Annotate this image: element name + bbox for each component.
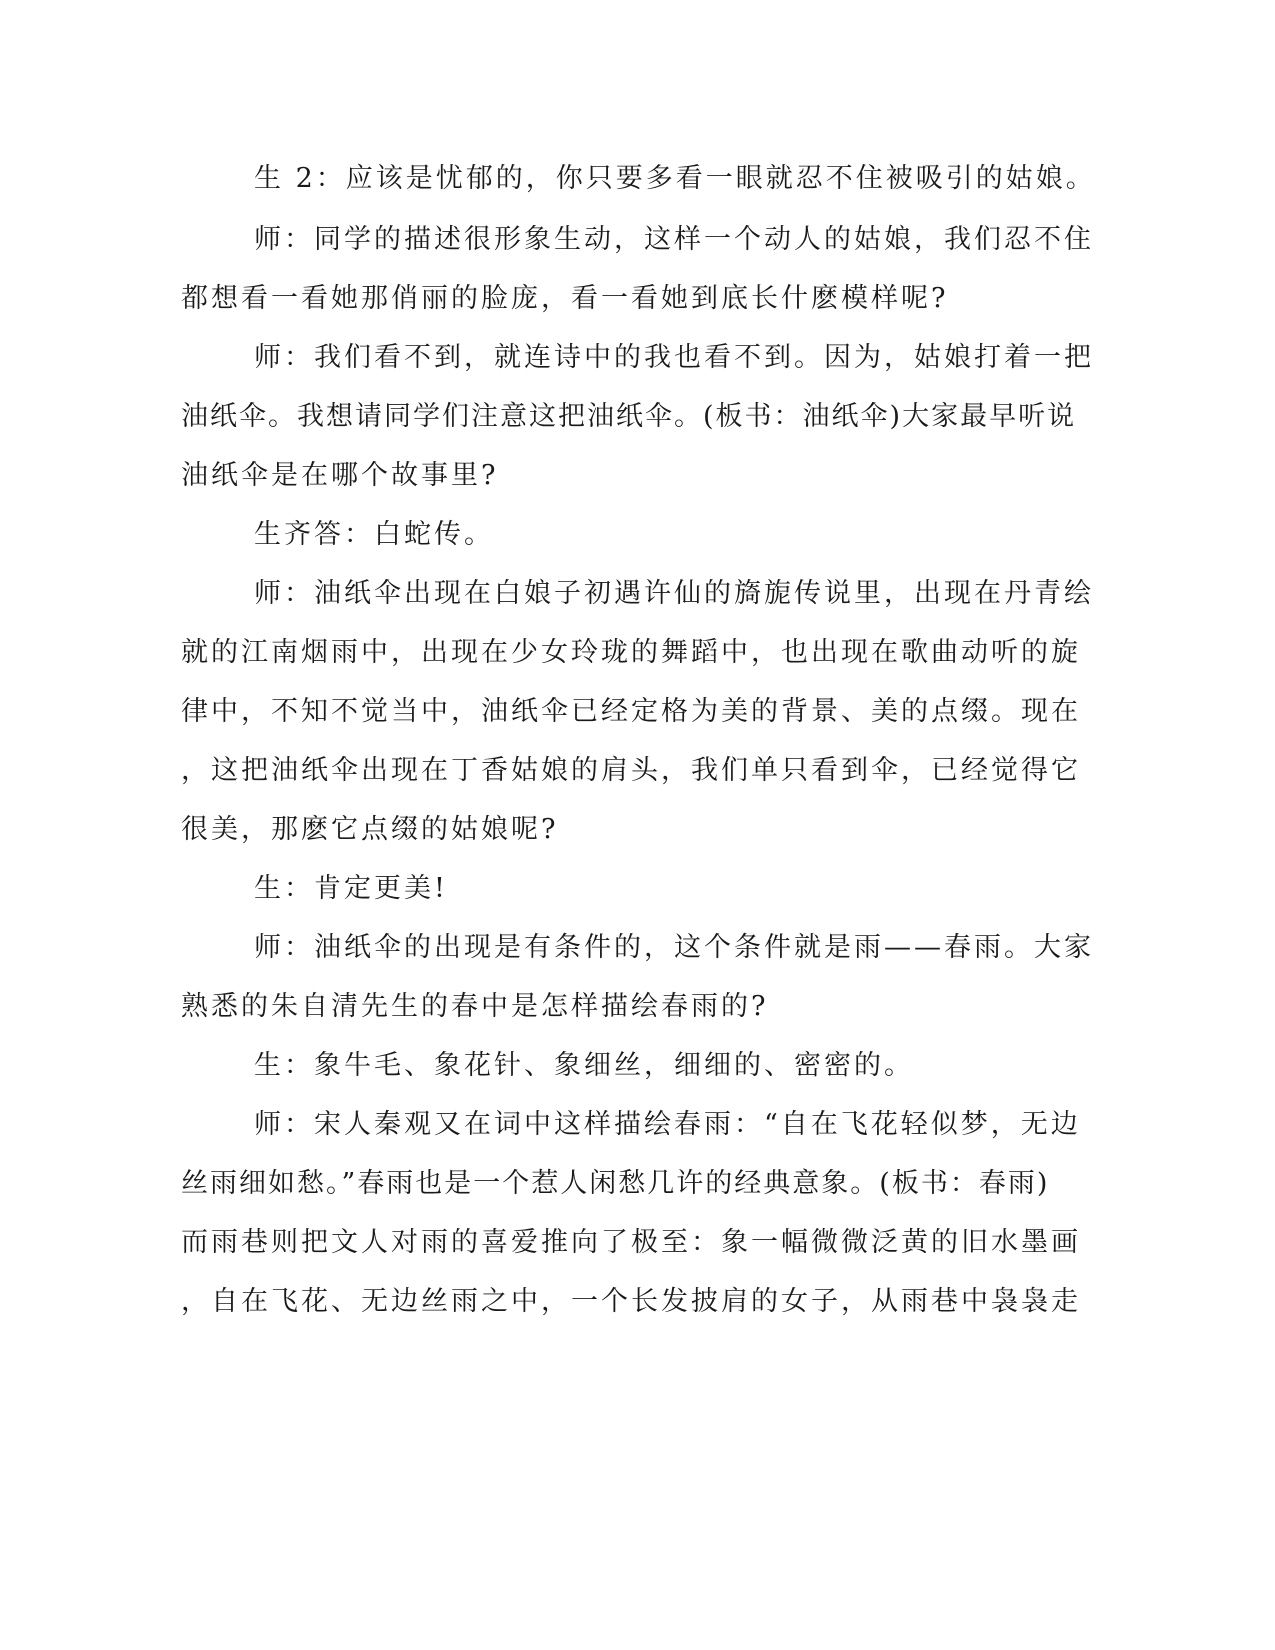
text-line: 都想看一看她那俏丽的脸庞，看一看她到底长什麽模样呢?: [181, 283, 949, 314]
text-line: ，这把油纸伞出现在丁香姑娘的肩头，我们单只看到伞，已经觉得它: [181, 755, 1081, 786]
text-line: 生 2：应该是忧郁的，你只要多看一眼就忍不住被吸引的姑娘。: [254, 163, 1096, 194]
text-line: 就的江南烟雨中，出现在少女玲珑的舞蹈中，也出现在歌曲动听的旋: [181, 637, 1081, 668]
text-line: 油纸伞。我想请同学们注意这把油纸伞。(板书：油纸伞)大家最早听说: [181, 401, 1077, 432]
text-line: 丝雨细如愁。”春雨也是一个惹人闲愁几许的经典意象。(板书：春雨): [181, 1168, 1050, 1199]
text-line: 师：油纸伞出现在白娘子初遇许仙的旖旎传说里，出现在丹青绘: [254, 578, 1094, 609]
text-line: 生：肯定更美!: [254, 873, 448, 904]
text-line: 熟悉的朱自清先生的春中是怎样描绘春雨的?: [181, 991, 769, 1022]
text-line: 生：象牛毛、象花针、象细丝，细细的、密密的。: [254, 1050, 914, 1081]
text-line: 而雨巷则把文人对雨的喜爱推向了极至：象一幅微微泛黄的旧水墨画: [181, 1227, 1081, 1258]
text-line: 生齐答：白蛇传。: [254, 519, 494, 550]
text-line: 师：我们看不到，就连诗中的我也看不到。因为，姑娘打着一把: [254, 342, 1094, 373]
text-line: 师：油纸伞的出现是有条件的，这个条件就是雨——春雨。大家: [254, 932, 1094, 963]
text-line: ，自在飞花、无边丝雨之中，一个长发披肩的女子，从雨巷中袅袅走: [181, 1286, 1081, 1317]
text-line: 师：同学的描述很形象生动，这样一个动人的姑娘，我们忍不住: [254, 224, 1094, 255]
text-line: 很美，那麽它点缀的姑娘呢?: [181, 814, 559, 845]
text-line: 油纸伞是在哪个故事里?: [181, 460, 499, 491]
text-line: 师：宋人秦观又在词中这样描绘春雨：“自在飞花轻似梦，无边: [254, 1109, 1081, 1140]
text-line: 律中，不知不觉当中，油纸伞已经定格为美的背景、美的点缀。现在: [181, 696, 1081, 727]
